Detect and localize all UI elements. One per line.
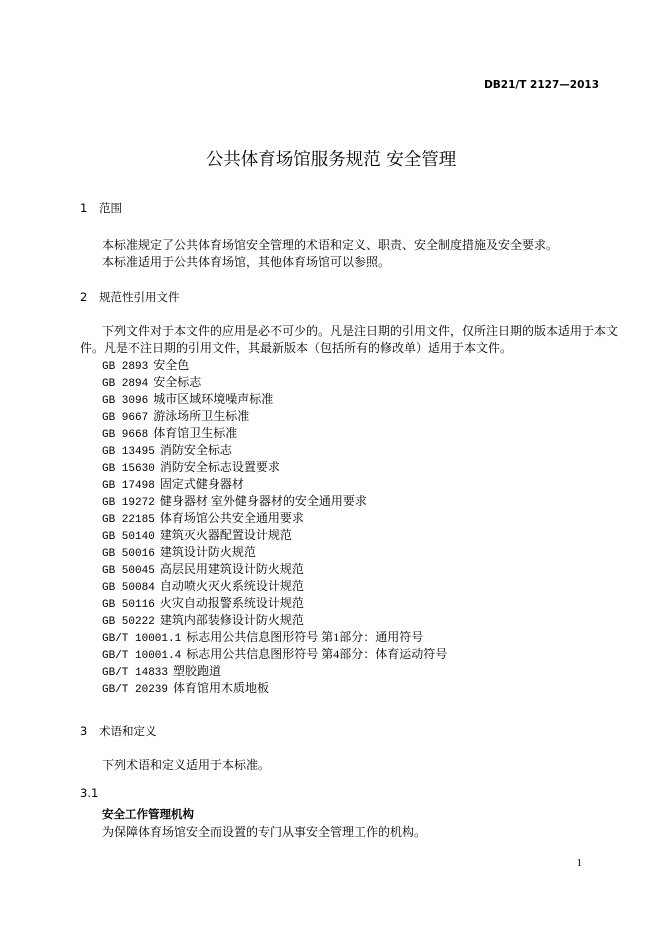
section-3-paragraph: 下列术语和定义适用于本标准。 bbox=[102, 758, 271, 772]
reference-item bbox=[102, 390, 273, 407]
reference-item bbox=[102, 458, 280, 475]
section-3-heading bbox=[80, 723, 157, 739]
reference-title: 游泳场所卫生标准 bbox=[153, 409, 250, 423]
section-1-heading bbox=[80, 200, 122, 216]
reference-item bbox=[102, 356, 189, 373]
reference-item bbox=[102, 509, 304, 526]
reference-title: 安全色 bbox=[153, 358, 190, 372]
reference-code: GB 15630 bbox=[102, 463, 155, 475]
term-number: 3.1 bbox=[80, 786, 99, 800]
reference-title: 固定式健身器材 bbox=[159, 477, 244, 491]
reference-title: 建筑内部装修设计防火规范 bbox=[159, 613, 304, 627]
section-number: 2 bbox=[80, 290, 88, 304]
reference-item bbox=[102, 628, 423, 645]
reference-item bbox=[102, 662, 221, 679]
section-title: 范围 bbox=[99, 201, 122, 215]
reference-code: GB/T 14833 bbox=[102, 667, 169, 679]
reference-item bbox=[102, 526, 292, 543]
reference-item bbox=[102, 560, 304, 577]
reference-title: 城市区域环境噪声标准 bbox=[153, 392, 274, 406]
page-number: 1 bbox=[576, 857, 582, 869]
reference-code: GB 50222 bbox=[102, 616, 155, 628]
reference-item bbox=[102, 424, 237, 441]
reference-code: GB 9667 bbox=[102, 412, 149, 424]
reference-item bbox=[102, 679, 269, 696]
reference-item bbox=[102, 611, 304, 628]
reference-item bbox=[102, 407, 249, 424]
reference-title: 高层民用建筑设计防火规范 bbox=[159, 562, 304, 576]
reference-title: 体育馆用木质地板 bbox=[173, 681, 270, 695]
reference-code: GB/T 20239 bbox=[102, 684, 169, 696]
reference-title: 消防安全标志 bbox=[159, 443, 232, 457]
reference-title: 自动喷火灭火系统设计规范 bbox=[159, 579, 304, 593]
reference-code: GB 50016 bbox=[102, 548, 155, 560]
reference-code: GB 9668 bbox=[102, 429, 149, 441]
reference-item bbox=[102, 543, 256, 560]
reference-code: GB 50045 bbox=[102, 565, 155, 577]
reference-code: GB 17498 bbox=[102, 480, 155, 492]
reference-code: GB 2894 bbox=[102, 378, 149, 390]
reference-code: GB/T 10001.1 bbox=[102, 633, 182, 645]
section-2-heading bbox=[80, 289, 180, 305]
reference-title: 安全标志 bbox=[153, 375, 202, 389]
reference-title: 体育场馆公共安全通用要求 bbox=[159, 511, 304, 525]
term-name: 安全工作管理机构 bbox=[102, 807, 194, 821]
section-2-intro-line-2: 件。凡是不注日期的引用文件，其最新版本（包括所有的修改单）适用于本文件。 bbox=[80, 341, 513, 355]
reference-title: 体育馆卫生标准 bbox=[153, 426, 238, 440]
reference-code: GB 2893 bbox=[102, 361, 149, 373]
reference-item bbox=[102, 645, 447, 662]
section-number: 1 bbox=[80, 201, 88, 215]
reference-title: 标志用公共信息图形符号 第4部分：体育运动符号 bbox=[186, 647, 448, 661]
section-2-intro-line-1: 下列文件对于本文件的应用是必不可少的。凡是注日期的引用文件，仅所注日期的版本适用于本文 bbox=[102, 324, 619, 338]
term-definition: 为保障体育场馆安全而设置的专门从事安全管理工作的机构。 bbox=[102, 825, 427, 839]
reference-title: 标志用公共信息图形符号 第1部分：通用符号 bbox=[186, 630, 424, 644]
reference-item bbox=[102, 492, 367, 509]
reference-code: GB 19272 bbox=[102, 497, 155, 509]
document-title: 公共体育场馆服务规范 安全管理 bbox=[205, 150, 457, 170]
reference-code: GB 50084 bbox=[102, 582, 155, 594]
reference-title: 消防安全标志设置要求 bbox=[159, 460, 280, 474]
reference-item bbox=[102, 577, 304, 594]
section-title: 规范性引用文件 bbox=[99, 290, 180, 304]
section-1-paragraph-1: 本标准规定了公共体育场馆安全管理的术语和定义、职责、安全制度措施及安全要求。 bbox=[102, 238, 559, 252]
reference-item bbox=[102, 475, 244, 492]
reference-title: 健身器材 室外健身器材的安全通用要求 bbox=[159, 494, 367, 508]
section-title: 术语和定义 bbox=[99, 724, 157, 738]
reference-code: GB/T 10001.4 bbox=[102, 650, 182, 662]
reference-code: GB 50140 bbox=[102, 531, 155, 543]
reference-item bbox=[102, 441, 232, 458]
reference-code: GB 3096 bbox=[102, 395, 149, 407]
reference-title: 塑胶跑道 bbox=[173, 664, 222, 678]
reference-code: GB 22185 bbox=[102, 514, 155, 526]
reference-code: GB 13495 bbox=[102, 446, 155, 458]
reference-title: 建筑灭火器配置设计规范 bbox=[159, 528, 292, 542]
reference-item bbox=[102, 594, 304, 611]
reference-title: 火灾自动报警系统设计规范 bbox=[159, 596, 304, 610]
section-1-paragraph-2: 本标准适用于公共体育场馆，其他体育场馆可以参照。 bbox=[102, 255, 391, 269]
reference-item bbox=[102, 373, 201, 390]
reference-title: 建筑设计防火规范 bbox=[159, 545, 256, 559]
reference-code: GB 50116 bbox=[102, 599, 155, 611]
standard-code: DB21/T 2127—2013 bbox=[484, 79, 599, 91]
section-number: 3 bbox=[80, 724, 88, 738]
